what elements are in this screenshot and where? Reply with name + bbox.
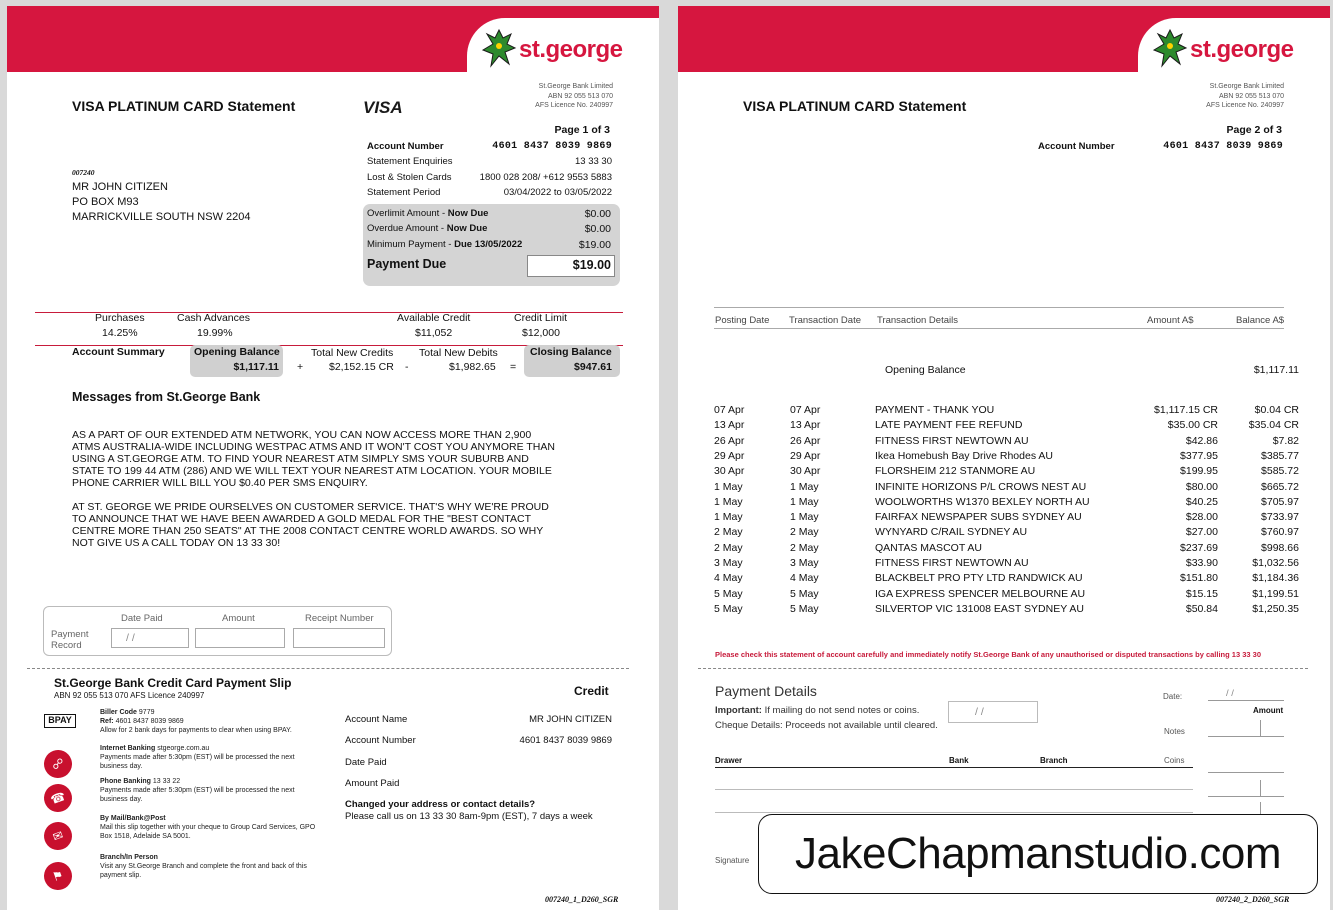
transaction-balance: $385.77 (1261, 449, 1299, 462)
transaction-amount: $377.95 (1180, 449, 1218, 462)
logo (1138, 18, 1330, 76)
transaction-date: 1 May (790, 511, 819, 524)
bank-legal-name: St.George Bank Limited (538, 83, 613, 90)
date-input[interactable]: / / (948, 701, 1038, 723)
transaction-balance: $1,184.36 (1252, 572, 1299, 585)
messages-title: Messages from St.George Bank (72, 390, 261, 404)
overdue-label: Overdue Amount - Now Due (367, 223, 488, 234)
transaction-date: 30 Apr (790, 465, 821, 478)
transaction-amount: $28.00 (1185, 511, 1218, 524)
date-separators: / / (1226, 688, 1234, 699)
transaction-amount: $151.80 (1180, 572, 1218, 585)
amount-tick (1260, 720, 1261, 736)
bank-info (1148, 82, 1284, 111)
plus-sign: + (297, 361, 304, 373)
account-number-label: Account Number (367, 141, 444, 152)
change-details-title: Changed your address or contact details? (345, 799, 536, 810)
transaction-details: SILVERTOP VIC 131008 EAST SYDNEY AU (875, 602, 1084, 615)
branch-info: Branch/In Person Visit any St.George Branch and complete the front and back of this payment slip. (100, 854, 307, 879)
dragon-icon (481, 26, 517, 70)
slip-title: St.George Bank Credit Card Payment Slip (54, 676, 292, 690)
transaction-details: FAIRFAX NEWSPAPER SUBS SYDNEY AU (875, 511, 1082, 524)
transaction-amount: $237.69 (1180, 541, 1218, 554)
cash-advances-label: Cash Advances (177, 312, 250, 324)
notes-label: Notes (1164, 727, 1185, 736)
overdue-value: $0.00 (584, 223, 611, 235)
transaction-date: 5 May (790, 602, 819, 615)
transaction-date: 1 May (790, 480, 819, 493)
closing-balance-value: $947.61 (574, 361, 612, 373)
transaction-balance: $1,199.51 (1252, 587, 1299, 600)
transaction-details: IGA EXPRESS SPENCER MELBOURNE AU (875, 587, 1086, 600)
slip-subtitle: ABN 92 055 513 070 AFS Licence 240997 (54, 691, 205, 700)
available-credit-value: $11,052 (415, 327, 453, 339)
drawer-line (715, 767, 1193, 768)
slip-amount-paid-label: Amount Paid (345, 778, 400, 789)
statement-title: VISA PLATINUM CARD Statement (743, 98, 967, 114)
branch-icon: ⚑ (40, 858, 76, 894)
total-debits-value: $1,982.65 (449, 361, 496, 373)
posting-date: 29 Apr (714, 449, 745, 462)
total-credits-value: $2,152.15 CR (329, 361, 394, 373)
amount-input[interactable] (195, 628, 285, 648)
footer-code: 007240_2_D260_SGR (1216, 895, 1290, 904)
receipt-number-input[interactable] (293, 628, 385, 648)
posting-date: 5 May (714, 602, 743, 615)
available-credit-label: Available Credit (397, 312, 471, 324)
transaction-details: BLACKBELT PRO PTY LTD RANDWICK AU (875, 572, 1083, 585)
bpay-icon: BPAY (44, 714, 76, 728)
customer-address (72, 180, 251, 225)
drawer-label: Drawer (715, 756, 743, 765)
payment-details-title: Payment Details (715, 683, 817, 699)
transaction-date: 5 May (790, 587, 819, 600)
opening-balance-label: Opening Balance (194, 346, 280, 358)
transaction-amount: $15.15 (1185, 587, 1218, 600)
equals-sign: = (510, 361, 517, 373)
opening-balance-label: Opening Balance (885, 364, 966, 376)
transaction-details: LATE PAYMENT FEE REFUND (875, 419, 1023, 432)
transaction-date: 29 Apr (790, 449, 821, 462)
transaction-details: FITNESS FIRST NEWTOWN AU (875, 434, 1029, 447)
opening-balance-value: $1,117.11 (1253, 364, 1299, 376)
page-number: Page 2 of 3 (1226, 124, 1282, 136)
transaction-date: 2 May (790, 526, 819, 539)
coins-line (1208, 772, 1284, 773)
mail-icon: ✉ (40, 818, 76, 854)
statement-enquiries-value: 13 33 30 (575, 156, 612, 167)
internet-banking-info: Internet Banking stgeorge.com.au Payments made after 5:30pm (EST) will be processed the next business day. (100, 745, 295, 770)
header-transaction-date: Transaction Date (789, 315, 861, 326)
customer-address-line1: PO BOX M93 (72, 196, 139, 208)
slip-account-number: 4601 8437 8039 9869 (519, 735, 612, 746)
transaction-date: 1 May (790, 495, 819, 508)
slip-account-name-label: Account Name (345, 714, 408, 725)
transaction-amount: $80.00 (1185, 480, 1218, 493)
header-balance: Balance A$ (1236, 315, 1285, 326)
tear-line (698, 668, 1308, 669)
payment-record-label: Payment Record (51, 629, 89, 651)
transaction-date: 13 Apr (790, 419, 821, 432)
posting-date: 1 May (714, 511, 743, 524)
address-code: 007240 (72, 168, 95, 177)
posting-date: 30 Apr (714, 465, 745, 478)
total-debits-label: Total New Debits (419, 347, 498, 359)
bank-afs: AFS Licence No. 240997 (1206, 102, 1284, 109)
message-award: AT ST. GEORGE WE PRIDE OURSELVES ON CUSTOMER SERVICE. THAT'S WHY WE'RE PROUD TO ANNOUNCE THAT WE HAVE BEEN AWARDED A GOLD MEDAL FOR THE "BEST CONTACT CENTRE MORE THAN 250 SEATS" AT THE 2008 CONTACT CENTRE WORLD AWARDS. SO WHY NOT GIVE US A CALL TODAY ON 13 33 30! (72, 501, 549, 549)
posting-date: 2 May (714, 541, 743, 554)
credit-limit-value: $12,000 (522, 327, 560, 339)
phone-banking-info: Phone Banking 13 33 22 Payments made after 5:30pm (EST) will be processed the next business day. (100, 778, 295, 803)
transaction-details: QANTAS MASCOT AU (875, 541, 982, 554)
credit-limit-label: Credit Limit (514, 312, 568, 324)
signature-label: Signature (715, 856, 750, 865)
mouse-icon: ☍ (40, 746, 76, 782)
transaction-balance: $1,250.35 (1252, 602, 1299, 615)
customer-name: MR JOHN CITIZEN (72, 181, 168, 193)
divider (714, 307, 1284, 308)
header-amount: Amount A$ (1147, 315, 1194, 326)
transaction-details: PAYMENT - THANK YOU (875, 404, 995, 416)
receipt-number-header: Receipt Number (305, 613, 374, 624)
statement-page-2 (678, 6, 1330, 910)
amount-header: Amount (222, 613, 255, 624)
overlimit-value: $0.00 (584, 208, 611, 220)
transaction-date: 3 May (790, 557, 819, 569)
cheque-note: Cheque Details: Proceeds not available until cleared. (715, 720, 938, 731)
transaction-amount: $42.86 (1185, 434, 1218, 447)
posting-date: 1 May (714, 495, 743, 508)
date-paid-input[interactable]: / / (111, 628, 189, 648)
transaction-amount: $50.84 (1185, 602, 1218, 615)
amount-label: Amount (1253, 706, 1284, 715)
amount-tick (1260, 780, 1261, 796)
slip-date-paid-label: Date Paid (345, 757, 387, 768)
posting-date: 1 May (714, 480, 743, 493)
transaction-balance: $585.72 (1261, 465, 1299, 478)
transaction-amount: $199.95 (1180, 465, 1218, 478)
slip-account-name: MR JOHN CITIZEN (529, 714, 612, 725)
transaction-amount: $27.00 (1185, 526, 1218, 539)
transaction-details: INFINITE HORIZONS P/L CROWS NEST AU (875, 480, 1087, 493)
transaction-date: 07 Apr (790, 404, 821, 416)
slip-account-number-label: Account Number (345, 735, 416, 746)
transaction-amount: $35.00 CR (1167, 419, 1218, 432)
date-label: Date: (1163, 692, 1183, 701)
lost-cards-value: 1800 028 208/ +612 9553 5883 (479, 172, 612, 183)
minimum-payment-label: Minimum Payment - Due 13/05/2022 (367, 239, 523, 250)
visa-logo: VISA (363, 98, 403, 117)
transaction-balance: $0.04 CR (1254, 404, 1299, 416)
transaction-details: FITNESS FIRST NEWTOWN AU (875, 557, 1029, 569)
statement-enquiries-label: Statement Enquiries (367, 156, 453, 167)
bpay-info: Biller Code 9779 Ref: 4601 8437 8039 9869 Allow for 2 bank days for payments to clear when using BPAY. (100, 709, 292, 734)
bank-label: Bank (949, 756, 969, 765)
page-number: Page 1 of 3 (554, 124, 610, 136)
divider (714, 328, 1284, 329)
transaction-balance: $35.04 CR (1248, 419, 1299, 432)
posting-date: 5 May (714, 587, 743, 600)
amount-line (1208, 796, 1284, 797)
date-paid-header: Date Paid (121, 613, 163, 624)
transaction-details: FLORSHEIM 212 STANMORE AU (875, 465, 1036, 478)
purchases-label: Purchases (95, 312, 145, 324)
transaction-balance: $733.97 (1261, 511, 1299, 524)
customer-address-line2: MARRICKVILLE SOUTH NSW 2204 (72, 211, 251, 223)
lost-cards-label: Lost & Stolen Cards (367, 172, 452, 183)
statement-title: VISA PLATINUM CARD Statement (72, 98, 296, 114)
posting-date: 2 May (714, 526, 743, 539)
posting-date: 3 May (714, 557, 743, 569)
tear-line (27, 668, 629, 669)
notes-line (1208, 736, 1284, 737)
opening-balance-value: $1,117.11 (233, 361, 279, 373)
posting-date: 07 Apr (714, 404, 745, 416)
transaction-amount: $40.25 (1185, 495, 1218, 508)
transaction-balance: $1,032.56 (1252, 557, 1299, 569)
footer-code: 007240_1_D260_SGR (545, 895, 619, 904)
logo (467, 18, 659, 76)
transaction-balance: $760.97 (1261, 526, 1299, 539)
minus-sign: - (405, 361, 409, 373)
transaction-amount: $33.90 (1185, 557, 1218, 569)
cheque-row-line[interactable] (715, 812, 1193, 813)
slip-credit: Credit (574, 684, 609, 698)
posting-date: 26 Apr (714, 434, 745, 447)
statement-period-label: Statement Period (367, 187, 441, 198)
bank-info (477, 82, 613, 111)
bank-abn: ABN 92 055 513 070 (1219, 92, 1284, 100)
transaction-balance: $998.66 (1261, 541, 1299, 554)
account-number-value: 4601 8437 8039 9869 (1163, 141, 1283, 152)
phone-icon: ☎ (40, 780, 76, 816)
logo-text: st.george (519, 36, 623, 63)
overlimit-label: Overlimit Amount - Now Due (367, 208, 489, 219)
header-transaction-details: Transaction Details (877, 315, 958, 326)
posting-date: 4 May (714, 572, 743, 585)
transaction-details: WYNYARD C/RAIL SYDNEY AU (875, 526, 1028, 539)
change-details-note: Please call us on 13 33 30 8am-9pm (EST), 7 days a week (345, 811, 593, 822)
coins-label: Coins (1164, 756, 1185, 765)
minimum-payment-value: $19.00 (578, 239, 611, 251)
date-line (1208, 700, 1284, 701)
message-atm: AS A PART OF OUR EXTENDED ATM NETWORK, YOU CAN NOW ACCESS MORE THAN 2,900 ATMS AUSTRALIA-WIDE INCLUDING WESTPAC ATMS AND IT WON'T COST YOU ANYMORE THAN USING A ST.GEORGE ATM. TO FIND YOUR NEAREST ATM SIMPLY SMS YOUR SUBURB AND STATE TO 199 44 ATM (286) AND WE WILL TEXT YOUR NEAREST ATM LOCATION. YOUR MOBILE PHONE CARRIER WILL BILL YOU $0.40 PER SMS ENQUIRY. (72, 429, 555, 489)
header-posting-date: Posting Date (715, 315, 770, 326)
important-note: Important: If mailing do not send notes or coins. (715, 705, 920, 716)
transaction-date: 2 May (790, 541, 819, 554)
transaction-amount: $1,117.15 CR (1153, 404, 1218, 416)
payment-due-label: Payment Due (367, 257, 447, 271)
statement-page-1 (7, 6, 659, 910)
dragon-icon (1152, 26, 1188, 70)
account-number-value: 4601 8437 8039 9869 (492, 141, 612, 152)
cheque-row-line[interactable] (715, 789, 1193, 790)
transaction-balance: $705.97 (1261, 495, 1299, 508)
transaction-balance: $665.72 (1261, 480, 1299, 493)
dispute-notice: Please check this statement of account carefully and immediately notify St.George Bank of any unauthorised or disputed transactions by calling 13 33 30 (715, 650, 1261, 659)
bank-legal-name: St.George Bank Limited (1209, 83, 1284, 90)
closing-balance-label: Closing Balance (530, 346, 612, 358)
purchases-rate: 14.25% (102, 327, 138, 339)
total-credits-label: Total New Credits (311, 347, 394, 359)
transaction-date: 4 May (790, 572, 819, 585)
mail-info: By Mail/Bank@Post Mail this slip together with your cheque to Group Card Services, GPO Box 1518, Adelaide SA 5001. (100, 815, 316, 840)
payment-due-value: $19.00 (572, 258, 611, 272)
bank-abn: ABN 92 055 513 070 (548, 92, 613, 100)
transaction-details: Ikea Homebush Bay Drive Rhodes AU (875, 449, 1054, 462)
transaction-balance: $7.82 (1272, 434, 1299, 447)
posting-date: 13 Apr (714, 419, 745, 432)
transaction-date: 26 Apr (790, 434, 821, 447)
transaction-details: WOOLWORTHS W1370 BEXLEY NORTH AU (875, 495, 1090, 508)
cash-advances-rate: 19.99% (197, 327, 233, 339)
bank-afs: AFS Licence No. 240997 (535, 102, 613, 109)
account-number-label: Account Number (1038, 141, 1115, 152)
branch-label: Branch (1040, 756, 1068, 765)
statement-period-value: 03/04/2022 to 03/05/2022 (503, 187, 612, 198)
watermark: JakeChapmanstudio.com (758, 814, 1318, 894)
logo-text: st.george (1190, 36, 1294, 63)
account-summary-label: Account Summary (72, 346, 165, 358)
